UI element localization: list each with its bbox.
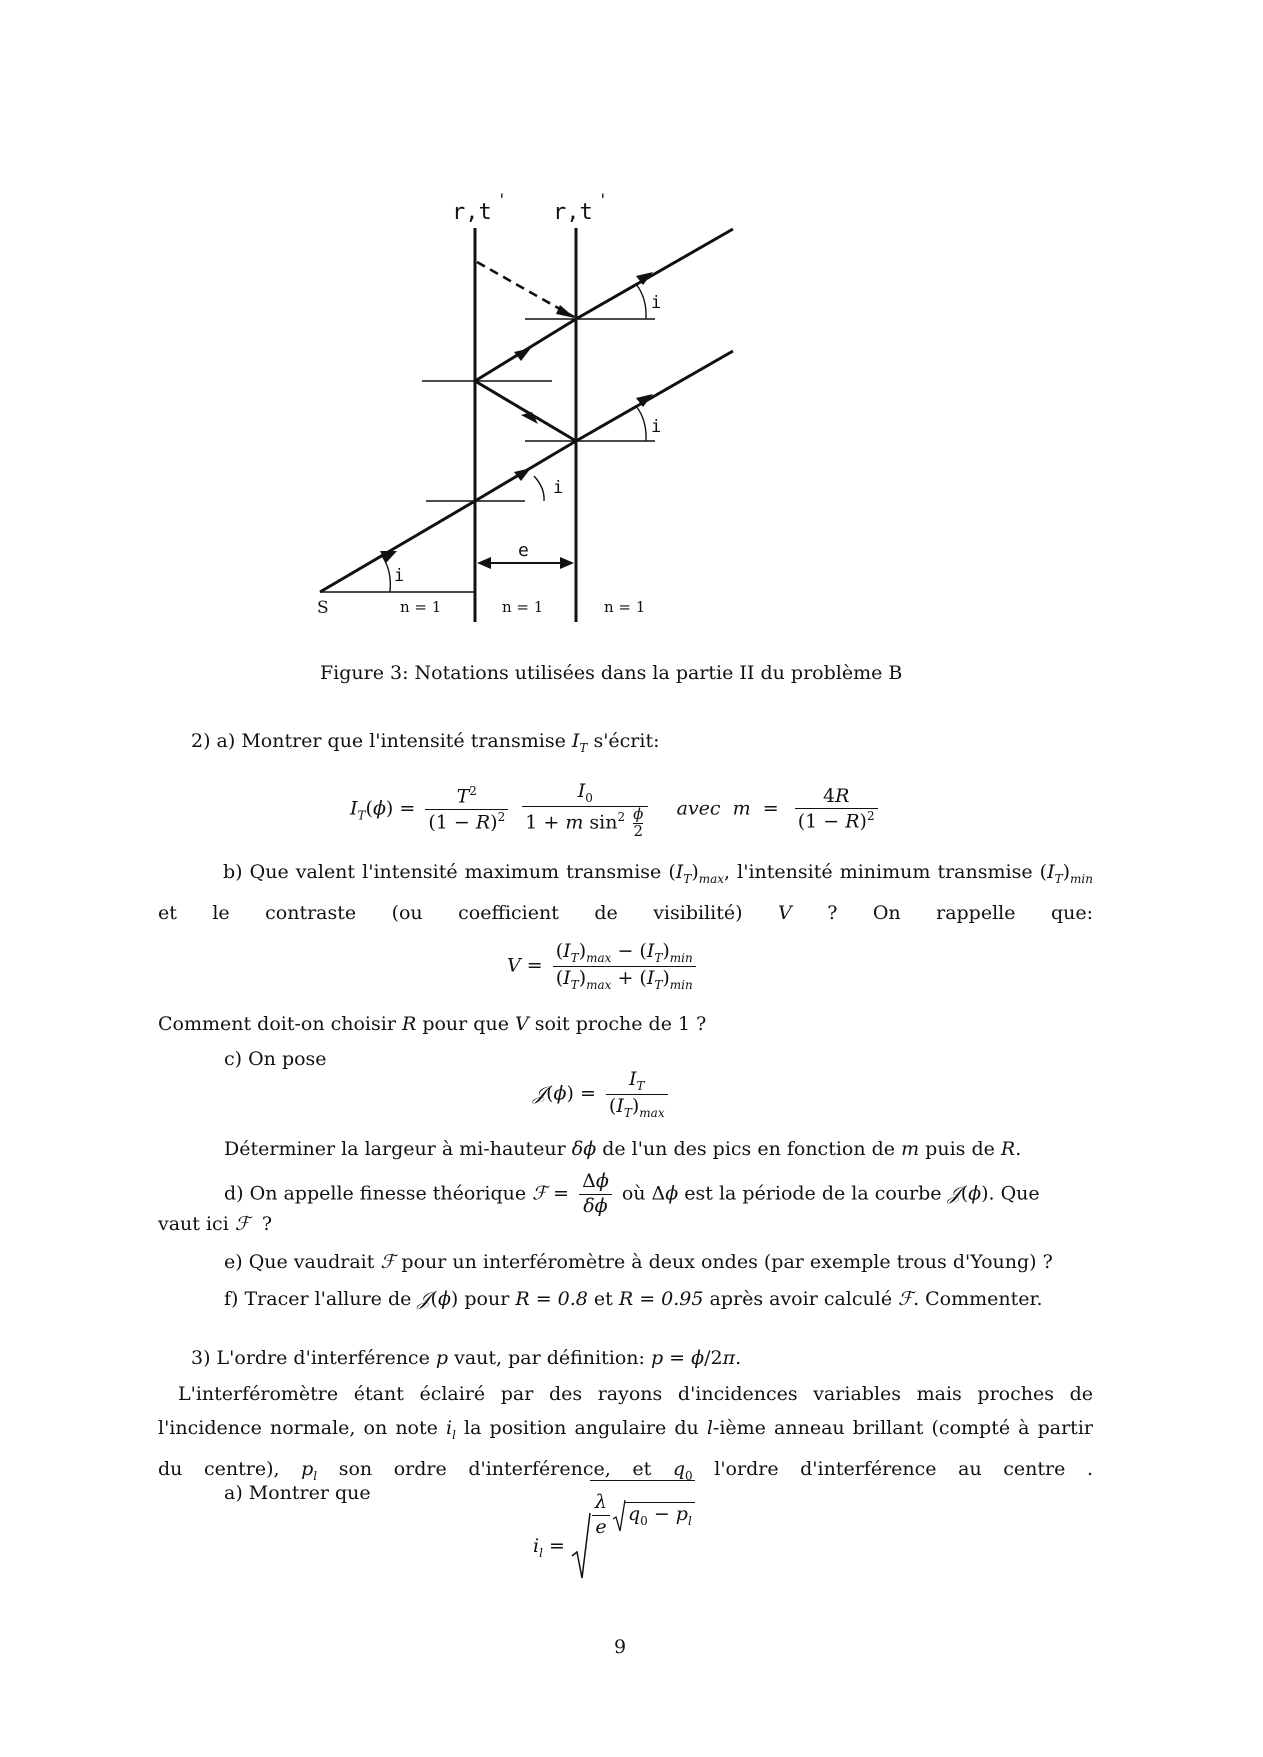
- q3-para-3: -ième anneau brillant (compté à partir du centre),: [158, 1417, 1093, 1480]
- q2d-text-cont: vaut ici ℱ ?: [158, 1213, 273, 1235]
- q2b-question-2: pour que: [422, 1013, 509, 1035]
- q2f-r1: R = 0.8: [515, 1288, 588, 1310]
- q2d-text-6: ?: [261, 1213, 273, 1235]
- q2f-text-4: après avoir calculé: [709, 1288, 893, 1310]
- source-label: S: [317, 598, 329, 618]
- equation-ring-position: $i_l$ = $\frac{\lambda}{e}$ $q_0 - p_l$: [533, 1512, 695, 1582]
- angle-arc: [636, 284, 646, 319]
- q2d-text-5: vaut ici: [158, 1213, 229, 1235]
- angle-label-i: i: [553, 478, 564, 498]
- q2d-text: d) On appelle finesse théorique ℱ = $\frac{\Delta\phi}{\delta\phi}$ où Δϕ est la période de la courbe 𝒥(ϕ). Que: [224, 1170, 1040, 1217]
- angle-arc: [636, 406, 646, 441]
- q2b-statement: b) Que valent l'intensité maximum transmise $(I_T)_{max}$, l'intensité minimum transmise $(I_T)_{min}$ et le contraste (ou coefficient de visibilité) V ? On rappelle que:: [158, 861, 1093, 924]
- q3-para-4: son ordre d'interférence, et: [338, 1457, 652, 1480]
- equation-visibility: V = $\frac{(I_T)_{max} - (I_T)_{min}}{(I_T)_{max} + (I_T)_{min}}$: [507, 940, 700, 993]
- label-r-t-right: r,t: [553, 200, 593, 225]
- q3-para-2: la position angulaire du: [464, 1417, 699, 1439]
- word-avec: avec: [676, 797, 721, 820]
- q2c-text: Déterminer la largeur à mi-hauteur δϕ de l'un des pics en fonction de m puis de R.: [224, 1138, 1022, 1160]
- q3-intro-1: 3) L'ordre d'interférence: [191, 1347, 430, 1369]
- ray-arrowhead: [514, 348, 531, 361]
- q2c-text-2: de l'un des pics en fonction de: [602, 1138, 896, 1160]
- q3a-text: a) Montrer que: [224, 1482, 371, 1504]
- q2e-text-2: pour un interféromètre à deux ondes (par exemple trous d'Young) ?: [401, 1251, 1053, 1273]
- q2b-text-4: ? On rappelle que:: [827, 901, 1093, 924]
- index-left: n = 1: [400, 598, 442, 616]
- q2f-text-1: f) Tracer l'allure de: [224, 1288, 412, 1310]
- page-number: 9: [614, 1636, 627, 1658]
- q2b-question-3: soit proche de 1 ?: [534, 1013, 707, 1035]
- q2b-question-1: Comment doit-on choisir: [158, 1013, 396, 1035]
- thickness-arrowhead-right: [560, 557, 574, 569]
- q2a-statement: 2) a) Montrer que l'intensité transmise $I_T$ s'écrit:: [191, 730, 660, 755]
- label-prime-right: ': [598, 190, 608, 209]
- angle-label-i: i: [394, 566, 405, 586]
- q3-paragraph: L'interféromètre étant éclairé par des rayons d'incidences variables mais proches de l'incidence normale, on note $i_l$ la position angulaire du l-ième anneau brillant (compté à partir du centre), $p_l$ son ordre d'interférence, et $q_0$ l'ordre d'interférence au centre .: [158, 1383, 1093, 1483]
- q2c-text-3: puis de: [925, 1138, 995, 1160]
- angle-label-i: i: [651, 417, 662, 437]
- thickness-arrowhead-left: [477, 557, 491, 569]
- q2f-text: f) Tracer l'allure de 𝒥(ϕ) pour R = 0.8 et R = 0.95 après avoir calculé ℱ. Commenter.: [224, 1288, 1043, 1310]
- q2a-tail: s'écrit:: [593, 730, 660, 752]
- sqrt-sign: [571, 1512, 591, 1582]
- thickness-label-e: e: [518, 540, 529, 561]
- q3-intro-2: vaut, par définition:: [454, 1347, 645, 1369]
- q2b-text-1: b) Que valent l'intensité maximum transmise: [223, 861, 662, 883]
- angle-label-i: i: [651, 293, 662, 313]
- q2d-text-4: . Que: [988, 1182, 1040, 1205]
- q3-para-1: L'interféromètre étant éclairé par des rayons d'incidences variables mais proches de l'incidence normale, on note: [158, 1383, 1093, 1439]
- index-middle: n = 1: [502, 598, 544, 616]
- q2a-lead: 2) a) Montrer que l'intensité transmise: [191, 730, 566, 752]
- q2b-text-3: et le contraste (ou coefficient de visibilité): [158, 901, 743, 924]
- label-prime-left: ': [497, 190, 507, 209]
- angle-arc: [534, 476, 544, 501]
- q3-para-5: l'ordre d'interférence au centre .: [714, 1457, 1093, 1480]
- q2e-text-1: e) Que vaudrait: [224, 1251, 375, 1273]
- sqrt-sign-inner: [612, 1499, 626, 1533]
- figure-caption: Figure 3: Notations utilisées dans la partie II du problème B: [320, 662, 903, 684]
- equation-transmitted-intensity: $I_T(\phi)$ = $\frac{T^2}{(1 - R)^2}$ $I_0$ 1 + m $\sin^2$ $\frac{\phi}{2}$ avec m = $\frac{4R}{(1 - R)^2}$: [350, 780, 882, 839]
- q2f-text-2: pour: [464, 1288, 510, 1310]
- q2b-text-2: , l'intensité minimum transmise: [724, 861, 1033, 883]
- q2d-text-3: est la période de la courbe: [684, 1182, 942, 1205]
- q2c-text-1: Déterminer la largeur à mi-hauteur: [224, 1138, 566, 1160]
- index-right: n = 1: [604, 598, 646, 616]
- q2e-text: e) Que vaudrait ℱ pour un interféromètre à deux ondes (par exemple trous d'Young) ?: [224, 1251, 1053, 1273]
- q2f-r2: R = 0.95: [618, 1288, 704, 1310]
- q3-intro: 3) L'ordre d'interférence p vaut, par définition: p = ϕ/2π.: [191, 1347, 742, 1369]
- equation-normalized-intensity: 𝒥(ϕ) = $\frac{I_T}{(I_T)_{max}}$: [533, 1068, 672, 1121]
- q2b-question: Comment doit-on choisir R pour que V soit proche de 1 ?: [158, 1013, 707, 1035]
- figure-3-diagram: [0, 0, 1263, 640]
- label-r-t-left: r,t: [452, 200, 492, 225]
- q2d-text-2: où: [621, 1182, 646, 1205]
- q2f-text-5: . Commenter.: [913, 1288, 1043, 1310]
- ray-arrowhead: [514, 468, 531, 481]
- q2d-text-1: d) On appelle finesse théorique: [224, 1182, 527, 1205]
- q2f-text-3: et: [593, 1288, 613, 1310]
- q2c-label: c) On pose: [224, 1048, 327, 1070]
- reflected-ray-1: [475, 381, 576, 441]
